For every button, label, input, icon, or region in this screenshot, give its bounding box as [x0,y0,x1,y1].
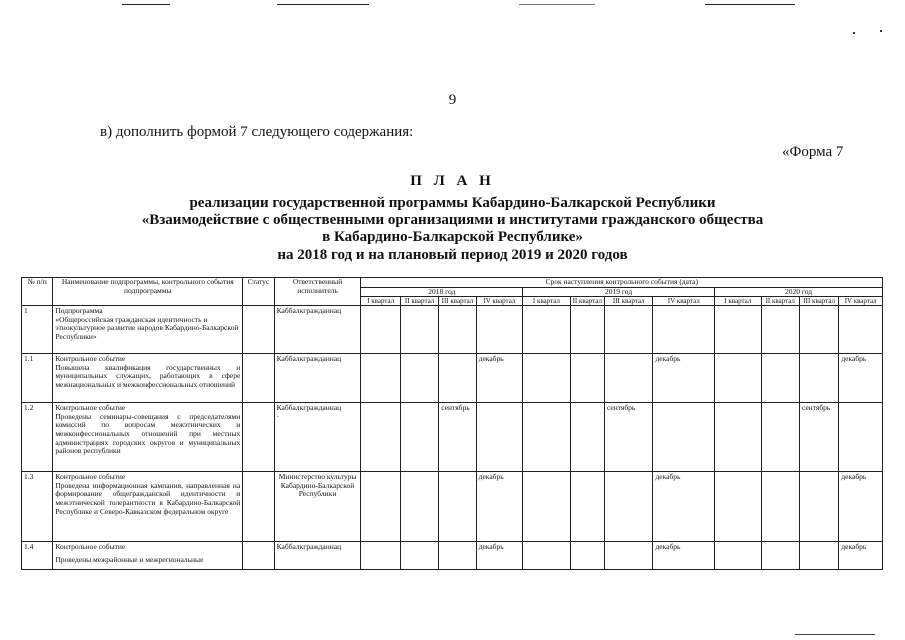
date-cell [361,542,400,570]
header-quarter: II квартал [570,297,604,306]
header-quarter: III квартал [604,297,653,306]
header-year-2019: 2019 год [523,287,715,297]
date-cell [361,354,400,403]
date-cell [439,542,476,570]
intro-text: в) дополнить формой 7 следующего содержания: [100,124,414,140]
form-label: «Форма 7 [782,144,844,160]
header-quarter: I квартал [715,297,761,306]
date-cell [523,306,570,354]
row-text: Проведена информационная кампания, направленная на формирование общегражданской идентичности и межэтнической толерантности в Кабардино-Балкарской Республике и Северо-Кавказском федеральном округе [55,480,241,516]
header-quarter: III квартал [799,297,838,306]
date-cell: сентябрь [439,403,476,472]
header-quarter: I квартал [523,297,570,306]
header-quarter: I квартал [361,297,400,306]
row-description [53,354,243,403]
page-number: 9 [448,92,457,108]
date-cell: декабрь [839,354,883,403]
table-row [22,306,883,354]
plan-subtitle-line-1: реализации государственной программы Кабардино-Балкарской Республики [189,195,716,211]
date-cell [361,306,400,354]
date-cell: сентябрь [604,403,653,472]
date-cell [570,403,604,472]
table-row [22,472,883,542]
row-title: Контрольное событие [55,472,126,482]
row-text: Проведены семинары-совещания с председателями комиссий по вопросам межэтнических и межконфессиональных отношений при местных администрациях городских округов и муниципальных районов республики [55,411,241,456]
row-num: 1.3 [22,472,53,542]
date-cell [439,354,476,403]
row-executor: Министерство культуры Кабардино-Балкарской Республики [274,472,361,542]
date-cell [523,542,570,570]
header-quarter: II квартал [761,297,799,306]
date-cell [799,306,838,354]
date-cell: декабрь [839,542,883,570]
date-cell [715,403,761,472]
plan-subtitle-line-4: на 2018 год и на плановый период 2019 и 2020 годов [277,247,628,263]
plan-subtitle-line-3: в Кабардино-Балкарской Республике» [322,229,583,245]
table-header-row [22,278,883,288]
top-rule-2 [277,4,369,5]
row-status [243,472,274,542]
header-quarter: IV квартал [476,297,522,306]
row-title: Контрольное событие [55,403,126,413]
scan-speck [853,32,855,34]
row-description [53,472,243,542]
header-year-2018: 2018 год [361,287,523,297]
header-quarter: II квартал [400,297,438,306]
row-executor-name: Каббалкгражданнац [276,403,342,413]
date-cell: декабрь [839,472,883,542]
header-num: № п/п [22,278,53,306]
date-cell: декабрь [653,472,715,542]
date-cell [799,354,838,403]
row-description [53,403,243,472]
row-executor [274,403,361,472]
date-cell [400,542,438,570]
date-cell [715,542,761,570]
date-cell [570,306,604,354]
header-name: Наименование подпрограммы, контрольного события подпрограммы [53,278,243,306]
date-cell [570,354,604,403]
date-cell [839,306,883,354]
row-status [243,306,274,354]
date-cell [439,306,476,354]
row-num: 1.2 [22,403,53,472]
date-cell: сентябрь [799,403,838,472]
row-status [243,403,274,472]
date-cell: декабрь [653,354,715,403]
date-cell [604,354,653,403]
date-cell [523,403,570,472]
row-num: 1 [22,306,53,354]
date-cell [476,306,522,354]
header-quarter: III квартал [439,297,476,306]
scan-speck [880,30,882,32]
header-quarter: IV квартал [653,297,715,306]
plan-subtitle-line-2: «Взаимодействие с общественными организациями и институтами гражданского общества [141,212,764,228]
date-cell [361,472,400,542]
row-status [243,542,274,570]
date-cell [715,354,761,403]
row-title: Контрольное событие [55,354,126,364]
plan-table [21,277,883,570]
date-cell [715,306,761,354]
date-cell [761,354,799,403]
date-cell: декабрь [476,472,522,542]
date-cell [523,472,570,542]
date-cell [400,306,438,354]
date-cell [400,472,438,542]
row-executor: Каббалкгражданнац [274,306,361,354]
date-cell [761,472,799,542]
row-text: Проведены межрайонные и межрегиональные [55,554,204,564]
header-executor: Ответственный исполнитель [274,278,361,306]
top-rule-1 [122,4,170,5]
date-cell [400,403,438,472]
date-cell [361,403,400,472]
date-cell: декабрь [653,542,715,570]
date-cell [604,472,653,542]
row-num: 1.4 [22,542,53,570]
date-cell [761,542,799,570]
header-period: Срок наступления контрольного события (дата) [361,278,883,288]
date-cell [839,403,883,472]
date-cell: декабрь [476,354,522,403]
date-cell [523,354,570,403]
stray-mark: · [276,411,280,421]
date-cell [653,403,715,472]
row-num: 1.1 [22,354,53,403]
date-cell [799,542,838,570]
date-cell [715,472,761,542]
row-text: Повышена квалификация государственных и муниципальных служащих, работающих в сфере межнациональных и межконфессиональных отношений [55,362,241,389]
row-executor: Каббалкгражданнац [274,354,361,403]
date-cell [799,472,838,542]
date-cell [476,403,522,472]
row-status [243,354,274,403]
date-cell: декабрь [476,542,522,570]
row-executor: Каббалкгражданнац [274,542,361,570]
header-status: Статус [243,278,274,306]
date-cell [761,306,799,354]
table-row [22,354,883,403]
top-rule-4 [705,4,795,5]
date-cell [761,403,799,472]
date-cell [570,472,604,542]
date-cell [604,542,653,570]
row-description [53,542,243,570]
plan-title: П Л А Н [410,173,495,189]
row-description [53,306,243,354]
header-quarter: IV квартал [839,297,883,306]
date-cell [400,354,438,403]
row-text: «Общероссийская гражданская идентичность и этнокультурное развитие народов Кабардино-Балкарской Республики» [55,314,239,341]
date-cell [570,542,604,570]
table-row [22,542,883,570]
bottom-rule [795,634,875,635]
date-cell [604,306,653,354]
row-title: Контрольное событие [55,542,126,552]
date-cell [439,472,476,542]
top-rule-3 [519,4,595,5]
table-row [22,403,883,472]
date-cell [653,306,715,354]
header-year-2020: 2020 год [715,287,883,297]
row-title: Подпрограмма [55,306,103,316]
